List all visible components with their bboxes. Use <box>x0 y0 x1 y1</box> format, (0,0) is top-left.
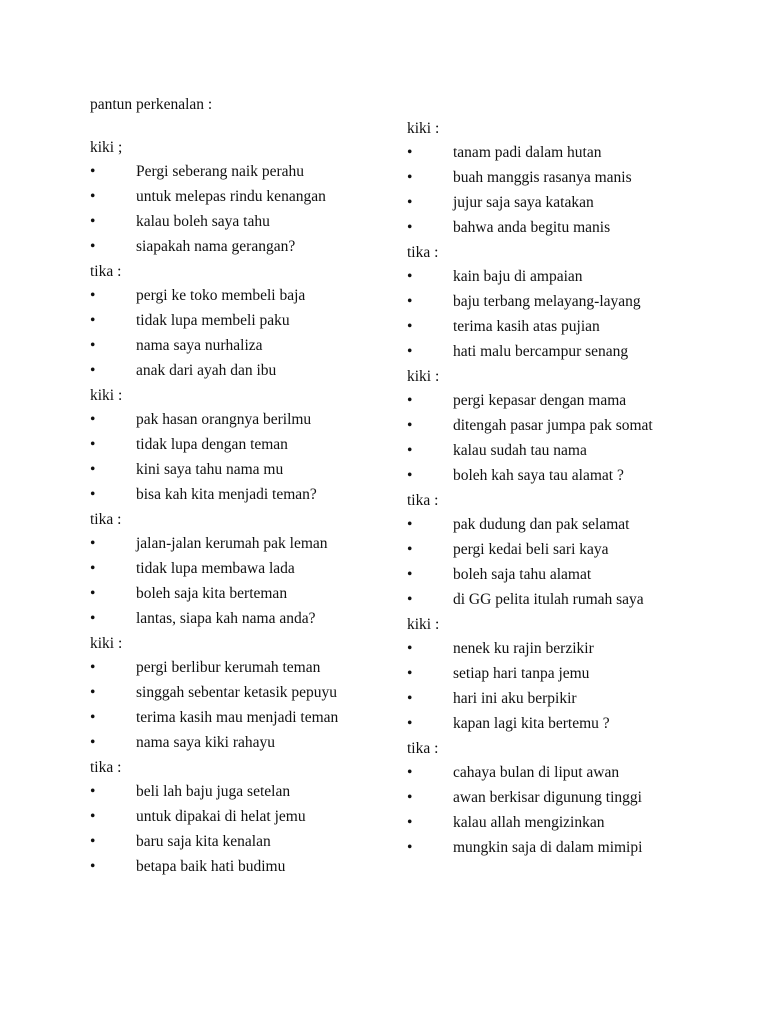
speaker-label: kiki ; <box>90 139 123 156</box>
speaker-label: tika : <box>407 492 439 509</box>
verse-line-text: ditengah pasar jumpa pak somat <box>453 417 653 434</box>
speaker-label: tika : <box>90 759 122 776</box>
verse-line <box>90 657 390 679</box>
speaker-label: tika : <box>407 244 439 261</box>
bullet-icon: • <box>407 764 413 781</box>
verse-line <box>407 688 707 710</box>
verse-line <box>407 837 707 859</box>
verse-line <box>407 812 707 834</box>
verse-line <box>407 167 707 189</box>
bullet-icon: • <box>90 486 96 503</box>
verse-line-text: tidak lupa dengan teman <box>136 436 288 453</box>
bullet-icon: • <box>90 287 96 304</box>
verse-line-text: terima kasih mau menjadi teman <box>136 709 339 726</box>
speaker-label: kiki : <box>90 635 123 652</box>
verse-line-text: awan berkisar digunung tinggi <box>453 789 642 806</box>
verse-line <box>407 663 707 685</box>
verse-line-text: pergi ke toko membeli baja <box>136 287 306 304</box>
verse-line <box>90 831 390 853</box>
bullet-icon: • <box>407 318 413 335</box>
bullet-icon: • <box>90 436 96 453</box>
verse-line-text: tidak lupa membeli paku <box>136 312 290 329</box>
verse-line <box>90 682 390 704</box>
verse-line <box>407 217 707 239</box>
verse-line-text: pak dudung dan pak selamat <box>453 516 630 533</box>
verse-line <box>90 236 390 258</box>
verse-line-text: cahaya bulan di liput awan <box>453 764 620 781</box>
verse-line <box>90 409 390 431</box>
verse-line <box>90 558 390 580</box>
verse-line-text: buah manggis rasanya manis <box>453 169 632 186</box>
bullet-icon: • <box>407 144 413 161</box>
bullet-icon: • <box>90 461 96 478</box>
verse-line <box>90 335 390 357</box>
verse-line <box>407 142 707 164</box>
verse-line <box>407 564 707 586</box>
verse-line <box>90 459 390 481</box>
verse-line-text: anak dari ayah dan ibu <box>136 362 277 379</box>
bullet-icon: • <box>90 337 96 354</box>
verse-line-text: mungkin saja di dalam mimipi <box>453 839 643 856</box>
bullet-icon: • <box>407 715 413 732</box>
bullet-icon: • <box>407 442 413 459</box>
verse-line <box>407 440 707 462</box>
verse-line-text: jalan-jalan kerumah pak leman <box>136 535 328 552</box>
bullet-icon: • <box>407 268 413 285</box>
bullet-icon: • <box>407 640 413 657</box>
verse-line <box>90 186 390 208</box>
verse-line <box>90 285 390 307</box>
bullet-icon: • <box>90 362 96 379</box>
bullet-icon: • <box>407 566 413 583</box>
verse-line-text: singgah sebentar ketasik pepuyu <box>136 684 338 701</box>
speaker-label: kiki : <box>90 387 123 404</box>
verse-line-text: bahwa anda begitu manis <box>453 219 611 236</box>
bullet-icon: • <box>407 665 413 682</box>
bullet-icon: • <box>90 163 96 180</box>
bullet-icon: • <box>90 213 96 230</box>
verse-line-text: tanam padi dalam hutan <box>453 144 602 161</box>
speaker-label: kiki : <box>407 368 440 385</box>
verse-line-text: baju terbang melayang-layang <box>453 293 641 310</box>
verse-line <box>407 390 707 412</box>
verse-line <box>407 266 707 288</box>
verse-line-text: hati malu bercampur senang <box>453 343 629 360</box>
verse-line <box>407 192 707 214</box>
verse-line <box>407 415 707 437</box>
bullet-icon: • <box>407 591 413 608</box>
verse-line-text: untuk dipakai di helat jemu <box>136 808 306 825</box>
verse-line <box>90 484 390 506</box>
bullet-icon: • <box>90 709 96 726</box>
bullet-icon: • <box>407 814 413 831</box>
bullet-icon: • <box>90 858 96 875</box>
bullet-icon: • <box>407 293 413 310</box>
verse-line-text: terima kasih atas pujian <box>453 318 600 335</box>
bullet-icon: • <box>407 169 413 186</box>
bullet-icon: • <box>407 541 413 558</box>
bullet-icon: • <box>90 659 96 676</box>
verse-line <box>90 211 390 233</box>
bullet-icon: • <box>90 783 96 800</box>
bullet-icon: • <box>90 734 96 751</box>
bullet-icon: • <box>407 219 413 236</box>
bullet-icon: • <box>90 610 96 627</box>
speaker-label: tika : <box>90 263 122 280</box>
bullet-icon: • <box>90 808 96 825</box>
verse-line-text: tidak lupa membawa lada <box>136 560 295 577</box>
verse-line <box>407 514 707 536</box>
verse-line <box>90 533 390 555</box>
verse-line-text: setiap hari tanpa jemu <box>453 665 590 682</box>
bullet-icon: • <box>90 188 96 205</box>
verse-line <box>407 589 707 611</box>
bullet-icon: • <box>407 343 413 360</box>
bullet-icon: • <box>90 411 96 428</box>
verse-line-text: jujur saja saya katakan <box>453 194 594 211</box>
verse-line-text: kalau sudah tau nama <box>453 442 587 459</box>
verse-line-text: kalau allah mengizinkan <box>453 814 605 831</box>
bullet-icon: • <box>90 238 96 255</box>
verse-line-text: lantas, siapa kah nama anda? <box>136 610 316 627</box>
verse-line-text: boleh kah saya tau alamat ? <box>453 467 624 484</box>
verse-line <box>407 341 707 363</box>
bullet-icon: • <box>407 417 413 434</box>
verse-line-text: Pergi seberang naik perahu <box>136 163 305 180</box>
verse-line-text: siapakah nama gerangan? <box>136 238 296 255</box>
bullet-icon: • <box>90 312 96 329</box>
bullet-icon: • <box>407 789 413 806</box>
verse-line <box>407 787 707 809</box>
bullet-icon: • <box>90 585 96 602</box>
verse-line <box>90 583 390 605</box>
bullet-icon: • <box>90 833 96 850</box>
verse-line <box>90 360 390 382</box>
verse-line <box>407 713 707 735</box>
speaker-label: kiki : <box>407 616 440 633</box>
speaker-label: tika : <box>407 740 439 757</box>
verse-line-text: pergi kedai beli sari kaya <box>453 541 609 558</box>
bullet-icon: • <box>407 690 413 707</box>
speaker-label: tika : <box>90 511 122 528</box>
right-column <box>407 118 707 862</box>
verse-line <box>90 310 390 332</box>
verse-line <box>407 291 707 313</box>
verse-line-text: betapa baik hati budimu <box>136 858 286 875</box>
verse-line-text: kapan lagi kita bertemu ? <box>453 715 610 732</box>
verse-line-text: baru saja kita kenalan <box>136 833 271 850</box>
verse-line-text: beli lah baju juga setelan <box>136 783 291 800</box>
document-title: pantun perkenalan : <box>90 96 213 113</box>
verse-line-text: pergi kepasar dengan mama <box>453 392 627 409</box>
bullet-icon: • <box>90 535 96 552</box>
verse-line-text: nama saya nurhaliza <box>136 337 263 354</box>
verse-line-text: untuk melepas rindu kenangan <box>136 188 326 205</box>
verse-line-text: pergi berlibur kerumah teman <box>136 659 321 676</box>
left-column <box>90 137 390 881</box>
bullet-icon: • <box>407 392 413 409</box>
verse-line-text: nenek ku rajin berzikir <box>453 640 594 657</box>
verse-line <box>407 539 707 561</box>
bullet-icon: • <box>407 839 413 856</box>
verse-line-text: kalau boleh saya tahu <box>136 213 270 230</box>
verse-line-text: bisa kah kita menjadi teman? <box>136 486 317 503</box>
verse-line <box>407 762 707 784</box>
bullet-icon: • <box>90 560 96 577</box>
verse-line <box>90 732 390 754</box>
verse-line <box>90 806 390 828</box>
verse-line-text: hari ini aku berpikir <box>453 690 577 707</box>
bullet-icon: • <box>407 194 413 211</box>
bullet-icon: • <box>90 684 96 701</box>
verse-line-text: boleh saja kita berteman <box>136 585 288 602</box>
verse-line-text: kain baju di ampaian <box>453 268 583 285</box>
verse-line <box>90 781 390 803</box>
verse-line-text: pak hasan orangnya berilmu <box>136 411 312 428</box>
verse-line-text: boleh saja tahu alamat <box>453 566 592 583</box>
verse-line <box>90 707 390 729</box>
verse-line <box>90 856 390 878</box>
verse-line <box>90 434 390 456</box>
verse-line <box>90 608 390 630</box>
verse-line-text: di GG pelita itulah rumah saya <box>453 591 644 608</box>
verse-line-text: nama saya kiki rahayu <box>136 734 276 751</box>
verse-line <box>407 638 707 660</box>
verse-line <box>90 161 390 183</box>
speaker-label: kiki : <box>407 120 440 137</box>
verse-line-text: kini saya tahu nama mu <box>136 461 284 478</box>
verse-line <box>407 316 707 338</box>
bullet-icon: • <box>407 467 413 484</box>
verse-line <box>407 465 707 487</box>
bullet-icon: • <box>407 516 413 533</box>
